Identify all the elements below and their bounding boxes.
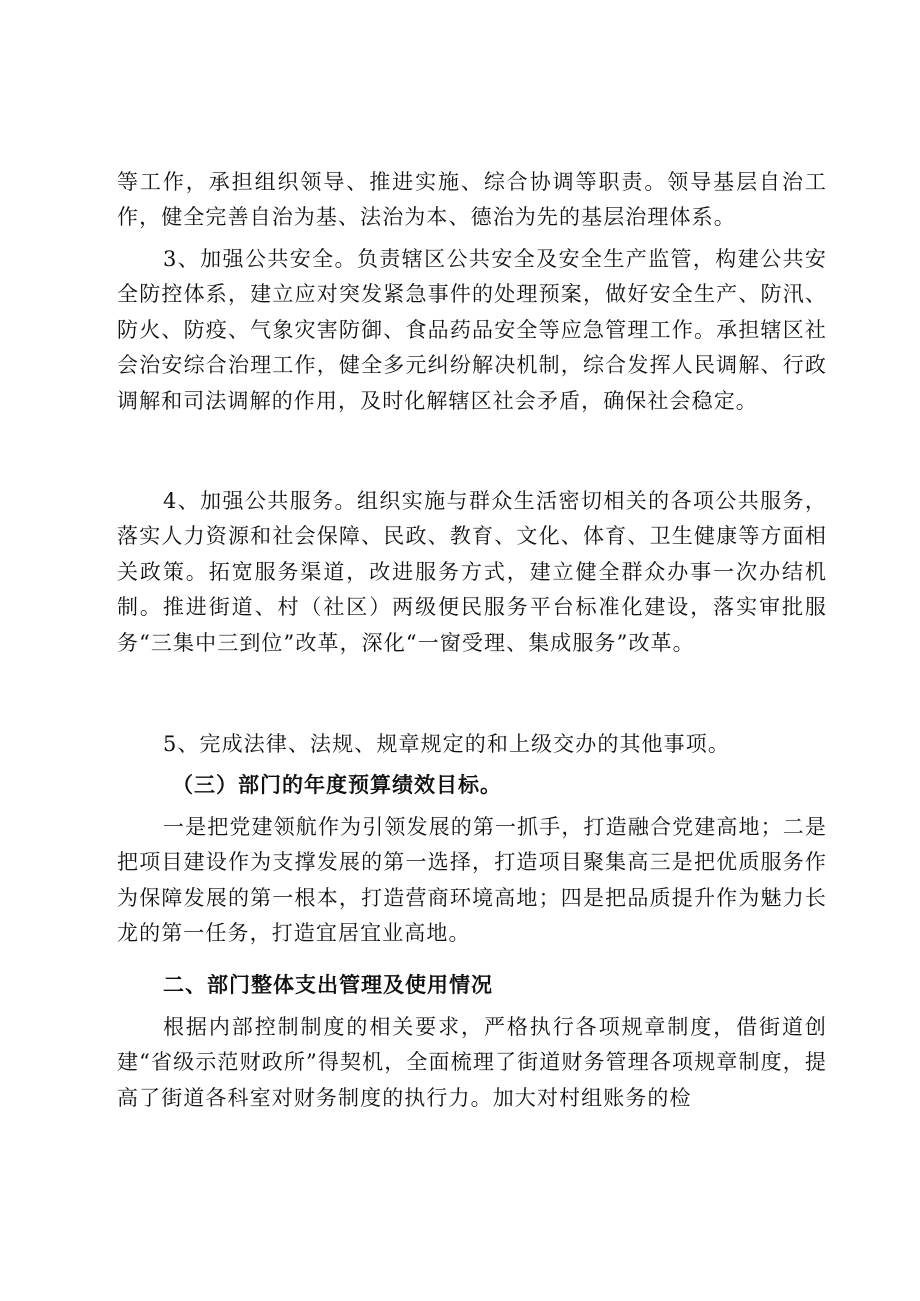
section-heading-expenditure: 二、部门整体支出管理及使用情况 [163,973,493,997]
paragraph-goals: 一是把党建领航作为引领发展的第一抓手，打造融合党建高地；二是把项目建设作为支撑发展的第一选择，打造项目聚集高三是把优质服务作为保障发展的第一根本，打造营商环境高地；四是把品质提升作为魅力长龙的第一任务，打造宜居宜业高地。 [117,815,827,946]
section-heading-performance-goals: （三）部门的年度预算绩效目标。 [172,773,502,797]
paragraph-public-service: 4、加强公共服务。组织实施与群众生活密切相关的各项公共服务，落实人力资源和社会保障、民政、教育、文化、体育、卫生健康等方面相关政策。拓宽服务渠道，改进服务方式，建立健全群众办事一次办结机制。推进街道、村（社区）两级便民服务平台标准化建设，落实审批服务“三集中三到位”改革，深化“一窗受理、集成服务”改革。 [117,489,827,655]
paragraph-continuation: 等工作，承担组织领导、推进实施、综合协调等职责。领导基层自治工作，健全完善自治为基、法治为本、德治为先的基层治理体系。 [117,170,827,230]
paragraph-public-safety: 3、加强公共安全。负责辖区公共安全及安全生产监管，构建公共安全防控体系，建立应对突发紧急事件的处理预案，做好安全生产、防汛、防火、防疫、气象灾害防御、食品药品安全等应急管理工作。承担辖区社会治安综合治理工作，健全多元纠纷解决机制，综合发挥人民调解、行政调解和司法调解的作用，及时化解辖区社会矛盾，确保社会稳定。 [117,247,827,413]
paragraph-internal-control: 根据内部控制制度的相关要求，严格执行各项规章制度，借街道创建“省级示范财政所”得契机，全面梳理了街道财务管理各项规章制度，提高了街道各科室对财务制度的执行力。加大对村组账务的检 [117,1015,827,1110]
paragraph-other-matters: 5、完成法律、法规、规章规定的和上级交办的其他事项。 [163,732,730,756]
